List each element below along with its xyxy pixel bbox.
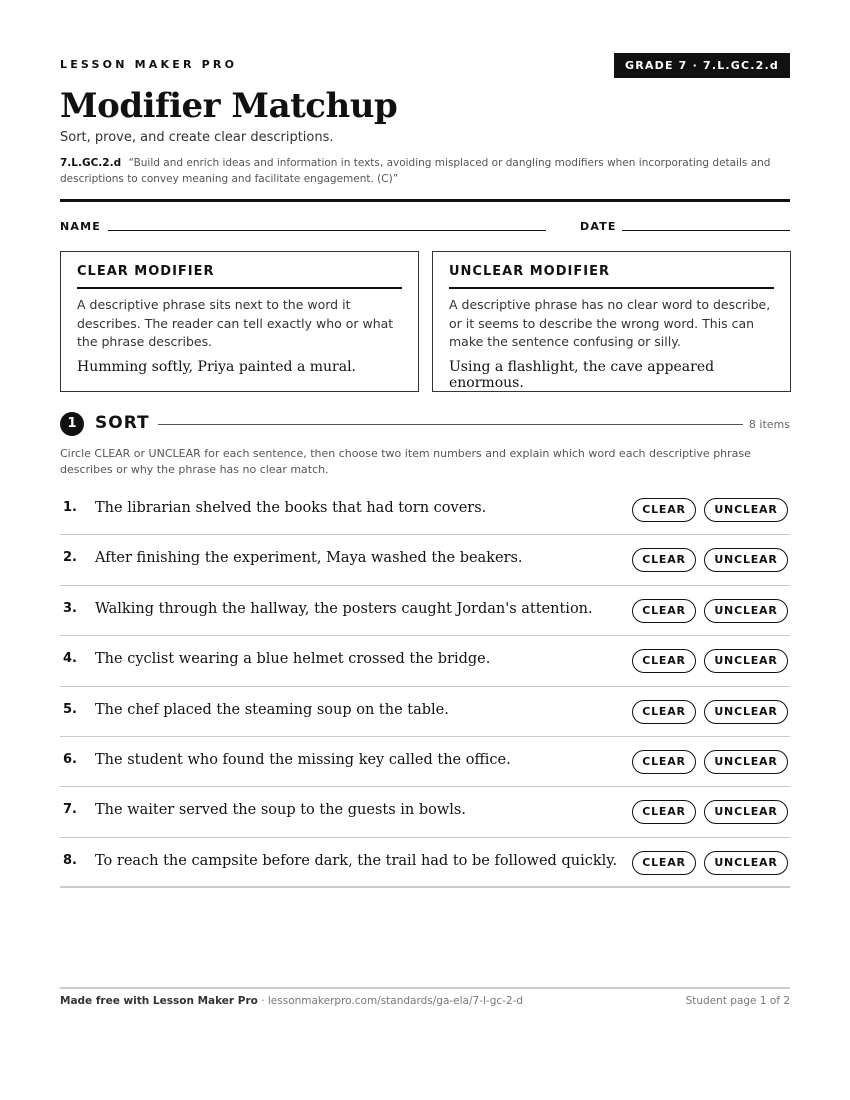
clear-modifier-example: Humming softly, Priya painted a mural. xyxy=(77,358,357,375)
date-field[interactable] xyxy=(622,230,790,231)
clear-choice-button[interactable]: CLEAR xyxy=(632,599,696,623)
header-divider xyxy=(60,199,790,202)
footer-made-with: Made free with Lesson Maker Pro xyxy=(60,995,258,1007)
sort-item xyxy=(60,535,790,585)
sort-item xyxy=(60,787,790,837)
item-sentence: The waiter served the soup to the guests in bowls. xyxy=(95,802,466,819)
name-label: NAME xyxy=(60,220,101,233)
sort-item xyxy=(60,737,790,787)
standard-description xyxy=(60,155,790,187)
item-sentence: The student who found the missing key called the office. xyxy=(95,751,511,768)
standard-code: 7.L.GC.2.d xyxy=(60,157,122,169)
clear-choice-button[interactable]: CLEAR xyxy=(632,649,696,673)
item-sentence: Walking through the hallway, the posters caught Jordan's attention. xyxy=(95,600,593,617)
unclear-choice-button[interactable]: UNCLEAR xyxy=(704,800,788,824)
item-number: 5. xyxy=(63,701,77,717)
unclear-choice-button[interactable]: UNCLEAR xyxy=(704,649,788,673)
clear-choice-button[interactable]: CLEAR xyxy=(632,750,696,774)
item-sentence: After finishing the experiment, Maya washed the beakers. xyxy=(95,550,523,567)
unclear-choice-button[interactable]: UNCLEAR xyxy=(704,498,788,522)
item-sentence: To reach the campsite before dark, the trail had to be followed quickly. xyxy=(95,852,618,869)
item-number: 7. xyxy=(63,802,77,818)
sort-item-list xyxy=(60,485,790,888)
clear-choice-button[interactable]: CLEAR xyxy=(632,800,696,824)
name-field[interactable] xyxy=(108,230,546,231)
sort-item xyxy=(60,687,790,737)
sort-item xyxy=(60,586,790,636)
clear-modifier-definition: A descriptive phrase sits next to the word it describes. The reader can tell exactly who or what the phrase describes. xyxy=(77,297,394,349)
section-title: SORT xyxy=(95,413,150,433)
unclear-choice-button[interactable]: UNCLEAR xyxy=(704,700,788,724)
clear-modifier-box xyxy=(60,251,419,392)
section-item-count: 8 items xyxy=(748,418,790,431)
item-number: 8. xyxy=(63,852,77,868)
unclear-choice-button[interactable]: UNCLEAR xyxy=(704,599,788,623)
item-sentence: The chef placed the steaming soup on the table. xyxy=(95,701,449,718)
unclear-modifier-title: UNCLEAR MODIFIER xyxy=(449,264,774,289)
clear-choice-button[interactable]: CLEAR xyxy=(632,851,696,875)
unclear-choice-button[interactable]: UNCLEAR xyxy=(704,851,788,875)
sort-item xyxy=(60,838,790,888)
unclear-choice-button[interactable]: UNCLEAR xyxy=(704,548,788,572)
footer-page-number: Student page 1 of 2 xyxy=(685,995,790,1007)
section-divider xyxy=(158,424,743,425)
sort-item xyxy=(60,636,790,686)
brand-name: LESSON MAKER PRO xyxy=(60,58,238,71)
item-number: 3. xyxy=(63,600,77,616)
unclear-modifier-definition: A descriptive phrase has no clear word to describe, or it seems to describe the wrong word. This can make the sentence confusing or silly. xyxy=(449,297,771,349)
clear-modifier-title: CLEAR MODIFIER xyxy=(77,264,402,289)
clear-choice-button[interactable]: CLEAR xyxy=(632,548,696,572)
section-instructions: Circle CLEAR or UNCLEAR for each sentence, then choose two item numbers and explain which word each descriptive phrase describes or why the phrase has no clear match. xyxy=(60,447,751,476)
page-subtitle: Sort, prove, and create clear descriptions. xyxy=(60,130,334,145)
section-number-badge: 1 xyxy=(60,412,84,436)
item-number: 2. xyxy=(63,550,77,566)
item-number: 1. xyxy=(63,500,77,515)
item-sentence: The librarian shelved the books that had torn covers. xyxy=(95,500,487,516)
date-label: DATE xyxy=(580,220,617,233)
item-number: 4. xyxy=(63,651,77,667)
standard-text: “Build and enrich ideas and information in texts, avoiding misplaced or dangling modifiers when incorporating details and descriptions to convey meaning and facilitate engagement. (C)” xyxy=(60,157,771,185)
footer-url: · lessonmakerpro.com/standards/ga-ela/7-l-gc-2-d xyxy=(257,995,524,1007)
clear-choice-button[interactable]: CLEAR xyxy=(632,700,696,724)
item-number: 6. xyxy=(63,751,77,767)
footer-credit xyxy=(60,995,523,1007)
grade-badge: GRADE 7 · 7.L.GC.2.d xyxy=(614,53,790,78)
item-sentence: The cyclist wearing a blue helmet crossed the bridge. xyxy=(95,651,491,668)
page-title: Modifier Matchup xyxy=(60,86,398,126)
footer-divider xyxy=(60,987,790,989)
unclear-choice-button[interactable]: UNCLEAR xyxy=(704,750,788,774)
unclear-modifier-box xyxy=(432,251,791,392)
sort-item xyxy=(60,485,790,535)
unclear-modifier-example: Using a flashlight, the cave appeared enormous. xyxy=(449,358,715,391)
clear-choice-button[interactable]: CLEAR xyxy=(632,498,696,522)
